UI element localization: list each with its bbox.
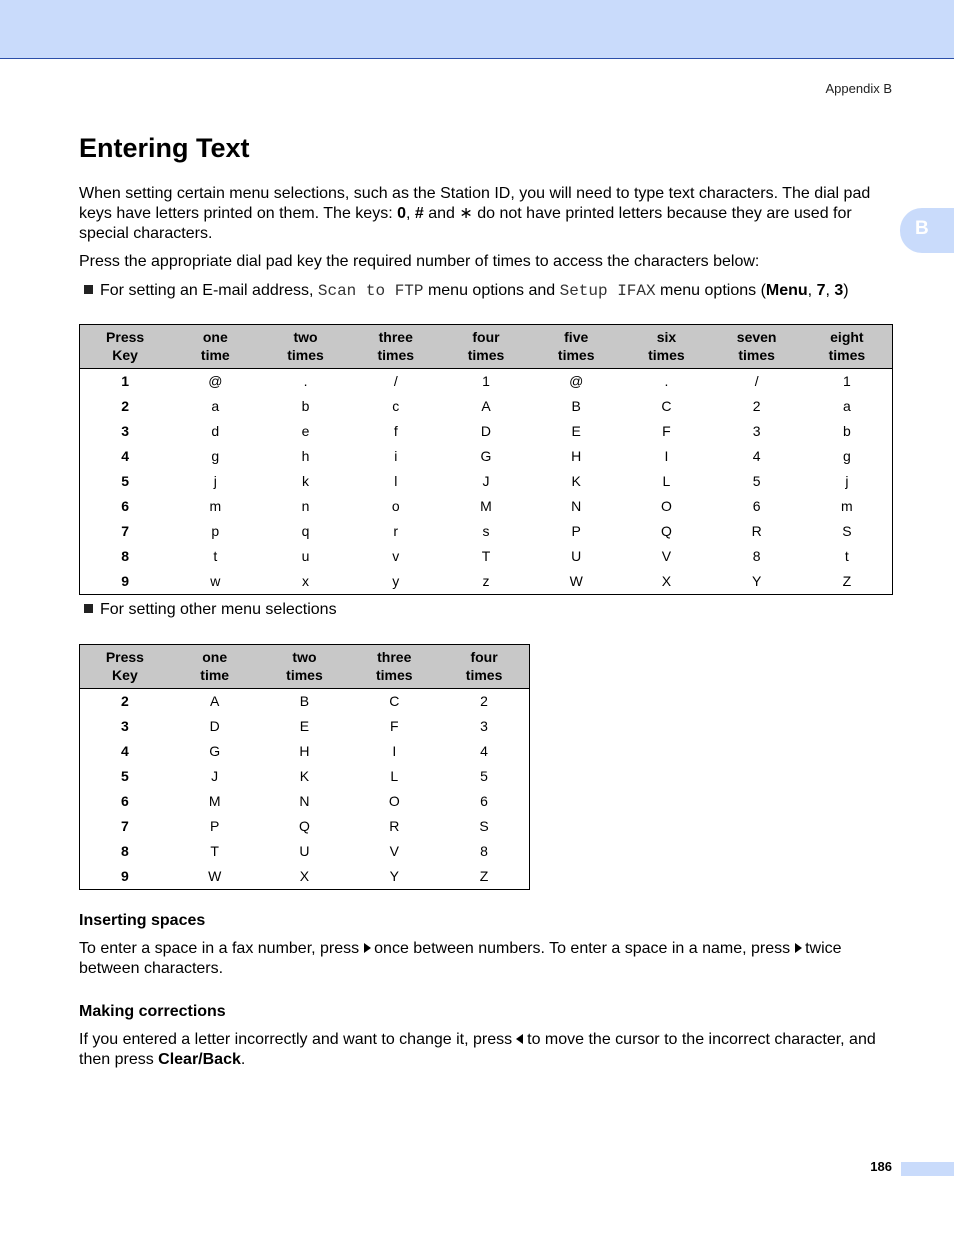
- making-corrections-heading: Making corrections: [79, 1003, 226, 1020]
- key-cell: 9: [121, 868, 129, 884]
- character-cell: K: [571, 473, 581, 489]
- character-cell: v: [392, 548, 400, 564]
- key-cell: 2: [121, 398, 129, 414]
- column-header: [170, 325, 260, 369]
- column-header-line: one: [202, 649, 228, 665]
- character-cell: /: [754, 373, 759, 389]
- character-cell: Y: [751, 573, 762, 589]
- character-cell: H: [299, 743, 310, 759]
- character-cell: Z: [479, 868, 489, 884]
- left-arrow-key-icon: [516, 1034, 523, 1044]
- character-cell: t: [213, 548, 218, 564]
- star-key-icon: ∗: [459, 205, 473, 222]
- key-0: 0: [397, 205, 406, 222]
- column-header: [351, 325, 441, 369]
- table-row: [80, 714, 530, 739]
- comma-sep: ,: [406, 205, 415, 222]
- column-header-line: Press: [105, 649, 144, 665]
- character-cell: V: [661, 548, 672, 564]
- column-header-line: four: [470, 649, 498, 665]
- key-cell: 3: [121, 423, 129, 439]
- column-header-line: Key: [112, 667, 138, 683]
- character-cell: Q: [299, 818, 310, 834]
- character-cell: L: [662, 473, 671, 489]
- email-character-table: [79, 324, 893, 595]
- character-cell: d: [211, 423, 220, 439]
- table-row: [80, 519, 893, 544]
- character-cell: S: [479, 818, 489, 834]
- character-cell: 6: [480, 793, 488, 809]
- column-header-line: times: [828, 347, 866, 363]
- column-header: [441, 325, 531, 369]
- character-cell: 5: [480, 768, 488, 784]
- character-cell: k: [302, 473, 310, 489]
- inserting-text-c: twice between characters.: [79, 940, 842, 977]
- table-row: [80, 419, 893, 444]
- character-cell: T: [481, 548, 491, 564]
- character-cell: D: [209, 718, 220, 734]
- character-cell: A: [481, 398, 491, 414]
- table-row: [80, 739, 530, 764]
- bullet-other-text: For setting other menu selections: [100, 601, 337, 618]
- bullet-email-pre: For setting an E-mail address,: [100, 282, 318, 299]
- character-cell: a: [842, 398, 851, 414]
- table-row: [80, 544, 893, 569]
- column-header-line: times: [287, 347, 324, 363]
- character-cell: f: [393, 423, 398, 439]
- character-cell: E: [571, 423, 581, 439]
- intro-text-b: do not have printed letters because they are used for special characters.: [79, 205, 852, 242]
- column-header-line: three: [378, 329, 413, 345]
- character-cell: X: [299, 868, 310, 884]
- key-cell: 6: [121, 793, 129, 809]
- character-cell: o: [391, 498, 400, 514]
- character-cell: W: [208, 868, 222, 884]
- column-header: [260, 645, 350, 689]
- character-cell: x: [302, 573, 310, 589]
- character-cell: Q: [660, 523, 672, 539]
- period: .: [240, 1051, 246, 1068]
- character-cell: O: [388, 793, 400, 809]
- character-cell: Y: [389, 868, 399, 884]
- key-cell: 4: [121, 448, 129, 464]
- bullet-square-icon: [84, 604, 93, 613]
- character-cell: E: [299, 718, 310, 734]
- column-header-line: times: [738, 347, 775, 363]
- character-cell: G: [209, 743, 221, 759]
- column-header-line: times: [557, 347, 595, 363]
- character-cell: a: [211, 398, 220, 414]
- character-cell: Z: [842, 573, 852, 589]
- column-header: [439, 645, 529, 689]
- character-cell: .: [303, 373, 308, 389]
- key-cell: 2: [121, 693, 129, 709]
- character-cell: P: [571, 523, 581, 539]
- and-word: and: [423, 205, 460, 222]
- column-header-line: Key: [112, 347, 138, 363]
- character-cell: O: [660, 498, 672, 514]
- character-cell: r: [393, 523, 399, 539]
- character-cell: 1: [842, 373, 851, 389]
- column-header-line: four: [472, 329, 500, 345]
- column-header-line: five: [564, 329, 589, 345]
- close-paren: ): [843, 282, 849, 299]
- page-number-bar: [901, 1162, 954, 1176]
- character-cell: N: [299, 793, 310, 809]
- key-cell: 7: [121, 818, 129, 834]
- character-cell: K: [299, 768, 310, 784]
- character-cell: U: [299, 843, 310, 859]
- character-cell: A: [210, 693, 220, 709]
- character-cell: 3: [480, 718, 488, 734]
- character-cell: 4: [752, 448, 761, 464]
- column-header: [80, 645, 170, 689]
- column-header-line: times: [467, 347, 505, 363]
- character-cell: s: [482, 523, 490, 539]
- other-character-table: [79, 644, 530, 890]
- bullet-square-icon: [84, 285, 93, 294]
- character-cell: 8: [752, 548, 761, 564]
- character-cell: X: [661, 573, 672, 589]
- table-row: [80, 764, 530, 789]
- character-cell: c: [392, 398, 400, 414]
- column-header-line: time: [200, 667, 230, 683]
- key-cell: 7: [121, 523, 129, 539]
- character-cell: F: [662, 423, 671, 439]
- character-cell: R: [389, 818, 400, 834]
- character-cell: 2: [752, 398, 761, 414]
- intro-text-a: When setting certain menu selections, such as the Station ID, you will need to type text characters. The dial pad keys have letters printed on them. The keys:: [79, 185, 871, 222]
- key-cell: 1: [121, 373, 129, 389]
- character-cell: M: [208, 793, 221, 809]
- character-cell: I: [664, 448, 669, 464]
- key-cell: 9: [121, 573, 129, 589]
- key-hash: #: [414, 205, 424, 222]
- column-header: [712, 325, 802, 369]
- character-cell: N: [571, 498, 582, 514]
- character-cell: g: [211, 448, 220, 464]
- table-row: [80, 789, 530, 814]
- column-header: [170, 645, 260, 689]
- column-header-line: three: [377, 649, 412, 665]
- appendix-tab: [900, 208, 954, 253]
- column-header-line: eight: [830, 329, 864, 345]
- character-cell: V: [389, 843, 399, 859]
- character-cell: 3: [752, 423, 761, 439]
- character-cell: n: [301, 498, 310, 514]
- table-row: [80, 839, 530, 864]
- character-cell: t: [844, 548, 849, 564]
- character-cell: L: [390, 768, 399, 784]
- key-3: 3: [834, 282, 844, 299]
- column-header-line: six: [656, 329, 677, 345]
- character-cell: q: [301, 523, 310, 539]
- character-cell: 1: [482, 373, 490, 389]
- character-cell: m: [209, 498, 222, 514]
- appendix-tab-letter: B: [915, 218, 929, 239]
- bullet-other: [84, 600, 337, 620]
- table-row: [80, 394, 893, 419]
- column-header-line: times: [377, 347, 415, 363]
- character-cell: W: [569, 573, 583, 589]
- table-row: [80, 369, 893, 395]
- character-cell: 4: [480, 743, 488, 759]
- column-header-line: times: [465, 667, 503, 683]
- key-cell: 3: [121, 718, 129, 734]
- instruction-paragraph: Press the appropriate dial pad key the required number of times to access the characters below:: [79, 253, 760, 270]
- character-cell: M: [480, 498, 492, 514]
- intro-paragraph: [79, 184, 894, 244]
- character-cell: b: [842, 423, 851, 439]
- character-cell: e: [301, 423, 310, 439]
- table-row: [80, 444, 893, 469]
- character-cell: P: [210, 818, 220, 834]
- key-cell: 8: [121, 843, 129, 859]
- table-row: [80, 689, 530, 715]
- character-cell: H: [571, 448, 582, 464]
- column-header: [349, 645, 439, 689]
- right-arrow-key-icon: [795, 943, 802, 953]
- character-cell: i: [394, 448, 398, 464]
- column-header-line: seven: [736, 329, 777, 345]
- column-header: [621, 325, 711, 369]
- key-cell: 6: [121, 498, 129, 514]
- character-cell: 2: [480, 693, 488, 709]
- character-cell: y: [392, 573, 400, 589]
- column-header: [531, 325, 621, 369]
- character-cell: I: [392, 743, 397, 759]
- comma: ,: [825, 282, 835, 299]
- character-cell: J: [211, 768, 219, 784]
- menu-setup-ifax: Setup IFAX: [559, 282, 656, 300]
- column-header-line: two: [293, 329, 318, 345]
- table-row: [80, 469, 893, 494]
- character-cell: B: [299, 693, 310, 709]
- header-band: [0, 0, 954, 59]
- bullet-email: [84, 281, 849, 301]
- page-title: Entering Text: [79, 133, 250, 163]
- character-cell: g: [842, 448, 851, 464]
- character-cell: 6: [752, 498, 761, 514]
- inserting-text-b: once between numbers. To enter a space in a name, press: [374, 940, 791, 957]
- key-cell: 5: [121, 473, 129, 489]
- character-cell: R: [751, 523, 762, 539]
- corrections-text-a: If you entered a letter incorrectly and want to change it, press: [79, 1031, 513, 1048]
- character-cell: 8: [480, 843, 488, 859]
- column-header: [80, 325, 171, 369]
- character-cell: w: [210, 573, 221, 589]
- character-cell: @: [569, 373, 584, 389]
- character-cell: j: [845, 473, 849, 489]
- table-row: [80, 864, 530, 890]
- inserting-spaces-paragraph: [79, 939, 894, 979]
- character-cell: l: [394, 473, 398, 489]
- table-row: [80, 494, 893, 519]
- corrections-text-b: to move the cursor to the incorrect character, and then press: [79, 1031, 876, 1068]
- character-cell: .: [664, 373, 669, 389]
- character-cell: J: [482, 473, 490, 489]
- character-cell: @: [208, 373, 223, 389]
- character-cell: z: [482, 573, 490, 589]
- table-row: [80, 814, 530, 839]
- character-cell: C: [389, 693, 400, 709]
- character-cell: G: [480, 448, 492, 464]
- table-header-row: [80, 325, 893, 369]
- character-cell: C: [661, 398, 672, 414]
- running-header: Appendix B: [825, 81, 892, 96]
- table-header-row: [80, 645, 530, 689]
- character-cell: m: [841, 498, 853, 514]
- character-cell: /: [393, 373, 398, 389]
- table-row: [80, 569, 893, 595]
- column-header-line: times: [375, 667, 413, 683]
- character-cell: b: [301, 398, 310, 414]
- character-cell: h: [301, 448, 310, 464]
- character-cell: F: [389, 718, 399, 734]
- column-header-line: one: [202, 329, 228, 345]
- column-header-line: Press: [106, 329, 145, 345]
- column-header: [260, 325, 350, 369]
- key-cell: 4: [121, 743, 129, 759]
- right-arrow-key-icon: [364, 943, 371, 953]
- character-cell: T: [210, 843, 219, 859]
- inserting-text-a: To enter a space in a fax number, press: [79, 940, 360, 957]
- character-cell: 5: [752, 473, 761, 489]
- menu-key: Menu: [765, 282, 808, 299]
- column-header-line: two: [292, 649, 317, 665]
- key-cell: 8: [121, 548, 129, 564]
- column-header-line: times: [648, 347, 685, 363]
- column-header: [802, 325, 893, 369]
- character-cell: u: [301, 548, 310, 564]
- bullet-email-mid: menu options and: [423, 282, 560, 299]
- bullet-email-post: menu options (: [655, 282, 766, 299]
- comma: ,: [807, 282, 817, 299]
- character-cell: B: [571, 398, 581, 414]
- menu-scan-to-ftp: Scan to FTP: [317, 282, 424, 300]
- key-cell: 5: [121, 768, 129, 784]
- column-header-line: times: [286, 667, 323, 683]
- clear-back-key: Clear/Back: [158, 1051, 241, 1068]
- character-cell: p: [211, 523, 220, 539]
- character-cell: S: [842, 523, 852, 539]
- inserting-spaces-heading: Inserting spaces: [79, 912, 206, 929]
- making-corrections-paragraph: [79, 1030, 894, 1070]
- page-number: 186: [870, 1159, 892, 1174]
- character-cell: U: [571, 548, 582, 564]
- character-cell: j: [213, 473, 217, 489]
- character-cell: D: [480, 423, 492, 439]
- column-header-line: time: [200, 347, 230, 363]
- key-7: 7: [816, 282, 826, 299]
